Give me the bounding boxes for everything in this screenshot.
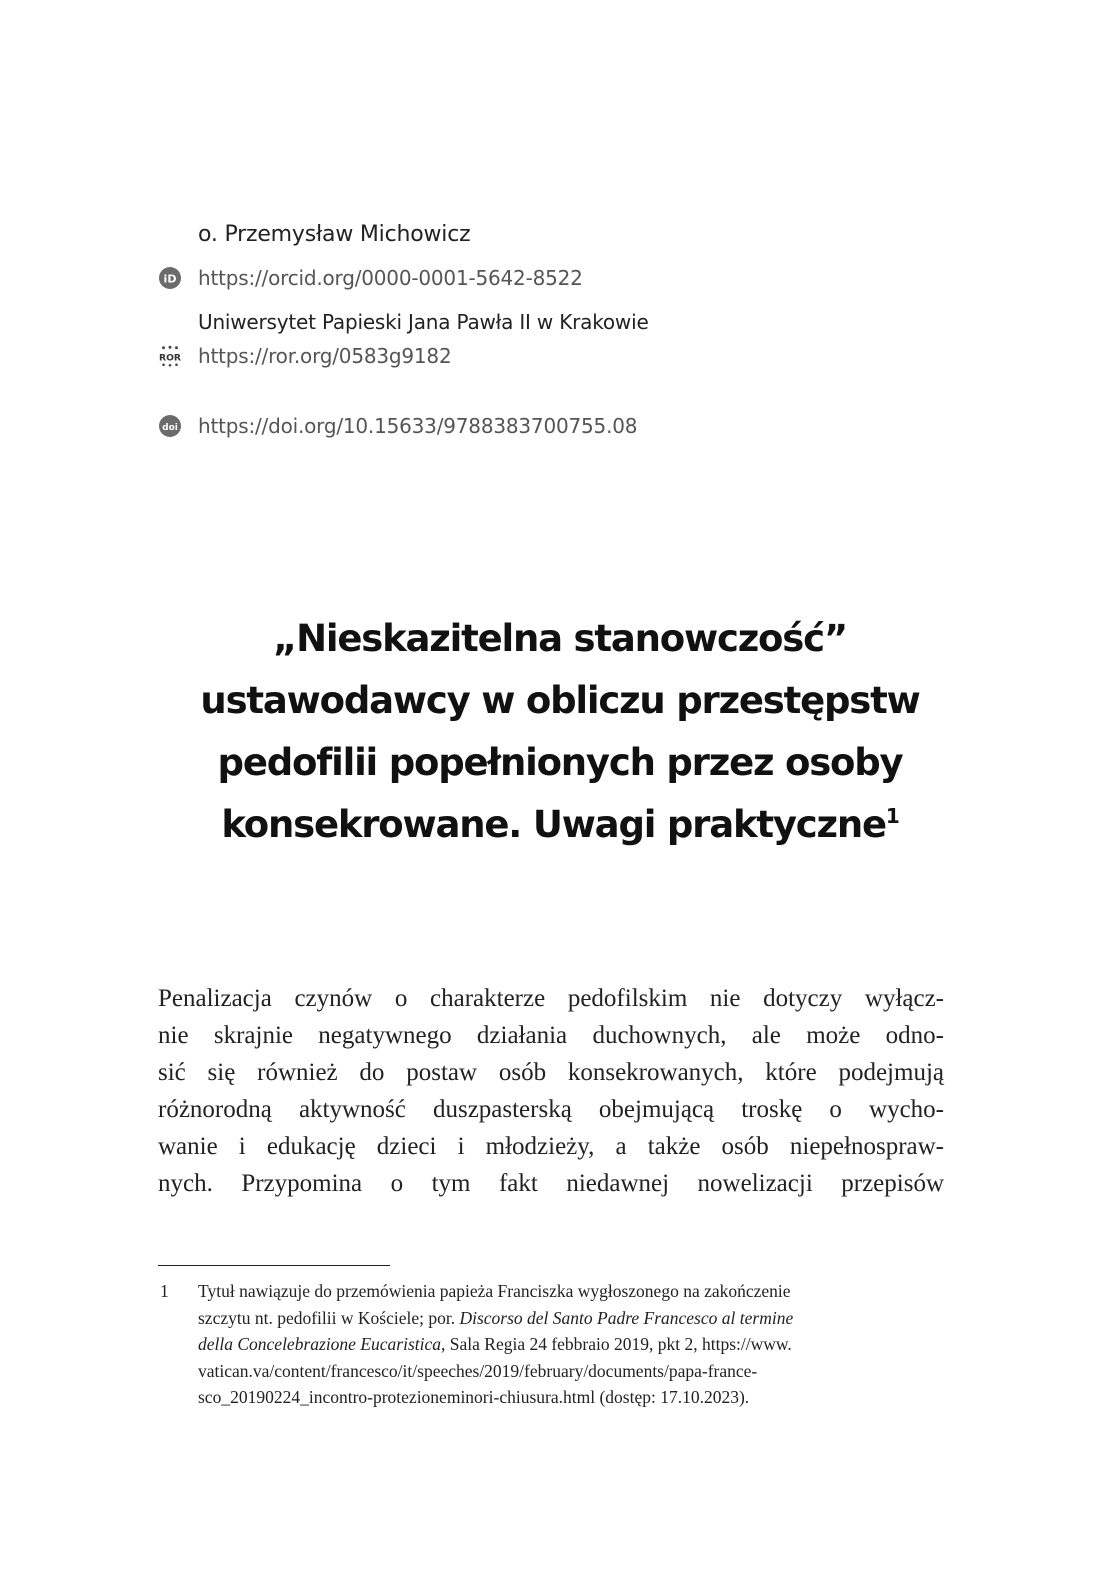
title-line-4	[150, 794, 970, 856]
affiliation: Uniwersytet Papieski Jana Pawła II w Krakowie	[198, 310, 649, 334]
body-paragraph	[158, 980, 944, 1202]
body-line: Penalizacja czynów o charakterze pedofilskim nie dotyczy wyłącz-	[158, 985, 944, 1012]
footnote-line: sco_20190224_incontro-protezioneminori-chiusura.html (dostęp: 17.10.2023).	[198, 1387, 750, 1407]
footnote-line-3-plain: , Sala Regia 24 febbraio 2019, pkt 2, https://www.	[441, 1334, 792, 1354]
footnote-line	[198, 1331, 944, 1358]
footnote-number: 1	[160, 1281, 169, 1301]
footnote-line: Tytuł nawiązuje do przemówienia papieża Franciszka wygłoszonego na zakończenie	[198, 1281, 791, 1301]
orcid-link[interactable]: https://orcid.org/0000-0001-5642-8522	[198, 266, 583, 290]
doi-icon	[158, 414, 182, 438]
title-line-1: „Nieskazitelna stanowczość”	[273, 617, 847, 660]
footnote-line-2-italic: Discorso del Santo Padre Francesco al termine	[459, 1307, 794, 1328]
footnote-line: vatican.va/content/francesco/it/speeches/2019/february/documents/papa-france-	[198, 1360, 758, 1381]
title-footnote-marker[interactable]: 1	[885, 804, 899, 828]
body-line: sić się również do postaw osób konsekrowanych, które podejmują	[158, 1059, 944, 1086]
footnote-separator	[158, 1265, 390, 1266]
article-title	[150, 608, 970, 856]
ror-icon-glyph: ROR	[158, 352, 182, 364]
footnote-line-2-plain: szczytu nt. pedofilii w Kościele; por.	[198, 1307, 460, 1328]
body-line: nie skrajnie negatywnego działania duchownych, ale może odno-	[158, 1022, 944, 1049]
footnote-line-3-italic: della Concelebrazione Eucaristica	[198, 1334, 442, 1354]
footnote	[158, 1278, 944, 1411]
body-line: wanie i edukację dzieci i młodzieży, a także osób niepełnospraw-	[158, 1133, 944, 1160]
title-line-3: pedofilii popełnionych przez osoby	[217, 741, 903, 784]
doi-link[interactable]: https://doi.org/10.15633/9788383700755.08	[198, 414, 638, 438]
footnote-line	[198, 1305, 944, 1332]
title-line-2: ustawodawcy w obliczu przestępstw	[200, 679, 920, 722]
orcid-icon-glyph: iD	[163, 272, 177, 286]
orcid-icon	[158, 266, 182, 290]
footnote-text	[198, 1278, 944, 1411]
ror-link[interactable]: https://ror.org/0583g9182	[198, 344, 452, 368]
body-line: nych. Przypomina o tym fakt niedawnej nowelizacji przepisów	[158, 1170, 944, 1197]
ror-icon	[158, 344, 182, 368]
doi-icon-glyph: doi	[162, 423, 178, 433]
body-line: różnorodną aktywność duszpasterską obejmującą troskę o wycho-	[158, 1096, 944, 1123]
title-line-4-text: konsekrowane. Uwagi praktyczne	[221, 803, 886, 846]
author-name: o. Przemysław Michowicz	[198, 222, 471, 247]
